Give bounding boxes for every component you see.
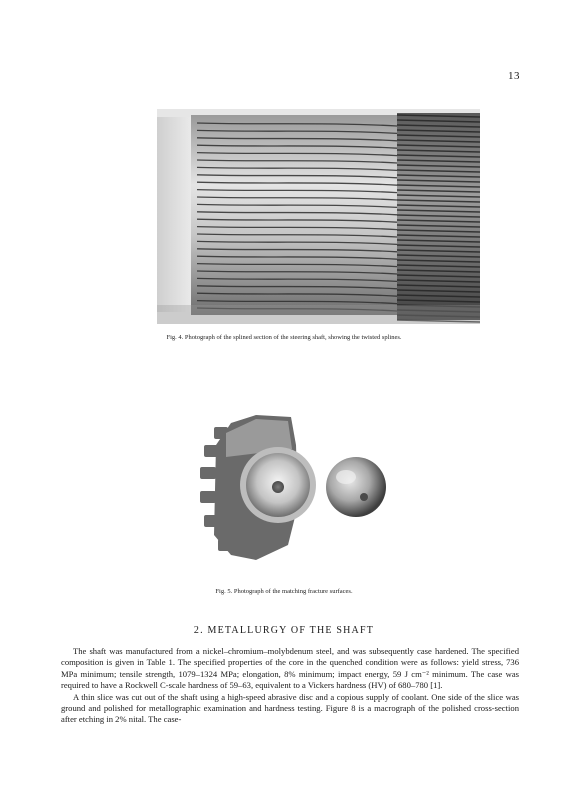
page-number: 13: [508, 70, 520, 82]
paragraph-1: The shaft was manufactured from a nickel–chromium–molybdenum steel, and was subsequently case hardened. The specified composition is given in Table 1. The specified properties of the core in the quenched condition were as follows: yield stress, 736 MPa minimum; tensile strength, 1079–1324 MPa; elongation, 8% minimum; impact energy, 59 J cm⁻² minimum. The case was required to have a Rockwell C-scale hardness of 59–63, equivalent to a Vickers hardness (HV) of 680–780 [1].: [61, 646, 519, 691]
figure-4-photo: [157, 109, 480, 324]
paragraph-2: A thin slice was cut out of the shaft using a high-speed abrasive disc and a copious supply of coolant. One side of the slice was ground and polished for metallographic examination and hardness testing. Figure 8 is a macrograph of the polished cross-section after etching in 2% nital. The case-: [61, 691, 519, 725]
body-text: [61, 646, 519, 726]
section-heading: 2. METALLURGY OF THE SHAFT: [193, 625, 375, 636]
fracture-surfaces-image: [196, 405, 403, 570]
figure-4-caption: Fig. 4. Photograph of the splined section of the steering shaft, showing the twisted splines.: [166, 334, 402, 341]
figure-5-caption: Fig. 5. Photograph of the matching fracture surfaces.: [215, 588, 353, 595]
figure-5-photo: [196, 405, 403, 570]
splined-shaft-image: [157, 109, 480, 324]
